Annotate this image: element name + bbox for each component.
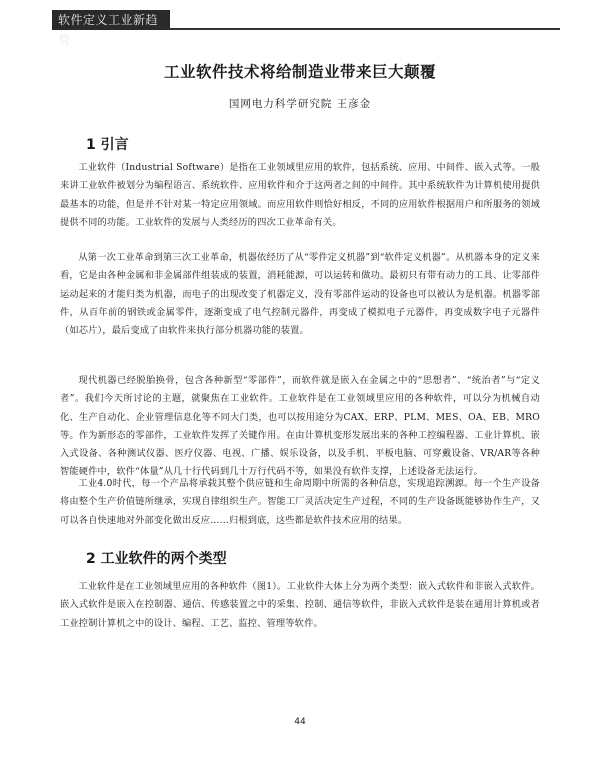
section-heading-intro: 1 引言 [86,137,129,153]
page-number: 44 [294,717,306,727]
paragraph: 工业4.0时代，每一个产品将承载其整个供应链和生命周期中所需的各种信息，实现追踪溯源。每一个生产设备将由整个生产价值链所继承，实现自律组织生产。智能工厂灵活决定生产过程，不同的生产设备既能够协作生产，又可以各自快速地对外部变化做出反应……归根到底，这些都是软件技术应用的结果。 [60,478,540,526]
paragraph: 工业软件是在工业领域里应用的各种软件（图1）。工业软件大体上分为两个类型：嵌入式软件和非嵌入式软件。嵌入式软件是嵌入在控制器、通信、传感装置之中的采集、控制、通信等软件，非嵌入式软件是装在通用计算机或者工业控制计算机之中的设计、编程、工艺、监控、管理等软件。 [60,581,540,629]
article-author: 国网电力科学研究院 王彦金 [228,98,372,110]
article-title: 工业软件技术将给制造业带来巨大颠覆 [163,63,436,81]
paragraph: 从第一次工业革命到第三次工业革命，机器依经历了从“零件定义机器”到“软件定义机器”。从机器本身的定义来看，它是由各种金属和非金属部件组装成的装置，消耗能源，可以运转和做功。最初只有带有动力的工具、让零部件运动起来的才能归类为机器，而电子的出现改变了机器定义，没有零部件运动的设备也可以被认为是机器。机器零部件，从百年前的钢铁或金属零件，逐渐变成了电气控制元器件，再变成了模拟电子元器件，再变成数字电子元器件（如芯片），最后变成了由软件来执行部分机器功能的装置。 [60,252,540,337]
journal-label-text: 软件定义工业新趋势 [58,13,159,47]
journal-header-label [52,10,170,47]
section-heading-types: 2 工业软件的两个类型 [86,551,227,567]
header-rule [170,28,560,30]
paragraph: 现代机器已经脱胎换骨，包含各种新型“零部件”，而软件就是嵌入在金属之中的“思想者”、“统治者”与“定义者”。我们今天所讨论的主题，就聚焦在工业软件。工业软件是在工业领域里应用的各种软件，可以分为机械自动化、生产自动化、企业管理信息化等不同大门类，也可以按用途分为CAX、ERP、PLM、MES、OA、EB、MRO等。作为新形态的零部件，工业软件发挥了关键作用。在由计算机变形发展出来的各种工控编程器、工业计算机、嵌入式设备、各种测试仪器、医疗仪器、电视、广播、娱乐设备，以及手机、平板电脑、可穿戴设备、VR/AR等各种智能硬件中，软件“体量”从几十行代码到几十万行代码不等，如果没有软件支撑，上述设备无法运行。 [60,375,540,478]
paragraph: 工业软件（Industrial Software）是指在工业领域里应用的软件，包括系统、应用、中间件、嵌入式等。一般来讲工业软件被划分为编程语言、系统软件、应用软件和介于这两者之间的中间件。其中系统软件为计算机使用提供最基本的功能，但是并不针对某一特定应用领域。而应用软件则恰好相反，不同的应用软件根据用户和所服务的领域提供不同的功能。工业软件的发展与人类经历的四次工业革命有关。 [60,162,540,228]
